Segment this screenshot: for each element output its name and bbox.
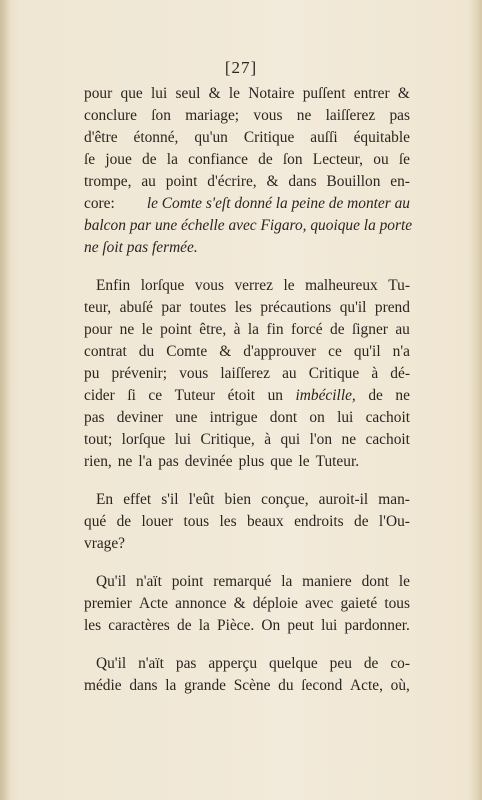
word: que	[120, 85, 143, 102]
text-line	[84, 83, 410, 105]
word: Qu'il	[96, 573, 127, 590]
word: Acte	[138, 595, 169, 612]
word: Enfin	[96, 277, 131, 294]
word: abuſé	[119, 299, 153, 316]
text-line	[84, 237, 410, 259]
word: En	[96, 491, 114, 508]
word: ne	[296, 107, 312, 124]
word: les	[234, 299, 252, 316]
text-line	[84, 341, 410, 363]
word: qu'il	[353, 343, 381, 360]
word: vous	[194, 277, 224, 294]
word: trompe,	[84, 173, 132, 190]
word: étoit	[227, 387, 256, 404]
word: une	[175, 409, 198, 426]
word: core:	[84, 195, 115, 212]
word: pas	[84, 409, 105, 426]
word: Bouillon	[326, 173, 381, 190]
paragraph	[84, 653, 410, 697]
word: point	[171, 573, 204, 590]
text-line	[84, 127, 410, 149]
word: pour	[84, 321, 113, 338]
word: n'aït	[136, 573, 162, 590]
word: endroits	[294, 513, 344, 530]
word: contrat	[84, 343, 127, 360]
word: premier	[84, 595, 132, 612]
word: de	[354, 513, 369, 530]
text-line	[84, 319, 410, 341]
word: forcé	[290, 321, 323, 338]
page-gutter-shadow	[0, 0, 10, 800]
word: prend	[374, 299, 410, 316]
word: &	[397, 85, 410, 102]
word: Pièce.	[217, 617, 255, 634]
word: d'approuver	[243, 343, 317, 360]
word: ſe	[398, 151, 410, 168]
word: l'on	[309, 431, 333, 448]
word: à	[233, 321, 241, 338]
word: ſon	[282, 151, 303, 168]
text-line	[84, 171, 410, 193]
word: de	[177, 617, 192, 634]
word: annonce	[175, 595, 227, 612]
word: ou	[373, 151, 389, 168]
word: fin	[266, 321, 284, 338]
word: remarqué	[213, 573, 272, 590]
word: peu	[329, 655, 352, 672]
word: dé-	[390, 365, 410, 382]
word: Notaire	[248, 85, 295, 102]
word: lui	[151, 85, 168, 102]
word: du	[138, 343, 155, 360]
word: s'il	[161, 491, 179, 508]
text-line	[84, 149, 410, 171]
word: de	[258, 151, 273, 168]
word: dans	[129, 677, 158, 694]
word: verrez	[234, 277, 273, 294]
word: grande	[184, 677, 226, 694]
word: malheureux	[305, 277, 378, 294]
text-line	[84, 511, 410, 533]
word: la	[198, 617, 210, 634]
word: être,	[199, 321, 227, 338]
word: la	[165, 677, 177, 694]
word: l'Ou-	[378, 513, 410, 530]
word: dont	[269, 409, 298, 426]
text-line	[84, 675, 410, 697]
word: Qu'il	[96, 655, 127, 672]
paragraph	[84, 571, 410, 637]
word: le	[398, 573, 410, 590]
word: entrer	[353, 85, 390, 102]
word: d'être	[84, 129, 118, 146]
text-line	[84, 451, 410, 473]
text-line	[84, 215, 413, 237]
word: dans	[288, 173, 317, 190]
word: ce	[148, 387, 163, 404]
word: Tu-	[388, 277, 410, 294]
italic-quote: balcon par une échelle avec Figaro, quoique la porte	[84, 217, 413, 234]
word: vrage?	[84, 535, 126, 552]
word: Acte,	[350, 677, 383, 694]
word: équitable	[353, 129, 410, 146]
body-text	[84, 83, 413, 697]
word: cider	[84, 387, 115, 404]
word: Critique,	[200, 431, 255, 448]
word: d'écrire,	[207, 173, 257, 190]
word: le	[298, 453, 310, 470]
word: la	[281, 573, 293, 590]
word: de	[116, 513, 132, 530]
word: vous	[253, 107, 283, 124]
word: Critique	[243, 129, 295, 146]
text-line	[84, 407, 410, 429]
italic-quote: le Comte s'eſt donné la peine de monter au	[146, 195, 410, 212]
word: qué	[84, 513, 107, 530]
italic-quote: ne ſoit pas fermée.	[84, 239, 198, 256]
word: peut	[287, 617, 314, 634]
word: puſſent	[302, 85, 346, 102]
word: point	[160, 321, 192, 338]
word: du	[278, 677, 294, 694]
word: ne	[117, 453, 133, 470]
word: ne	[341, 431, 357, 448]
text-line	[84, 363, 410, 385]
word: l'eût	[188, 491, 215, 508]
word: au	[282, 365, 297, 382]
word: pas	[389, 107, 410, 124]
word: plus	[238, 453, 265, 470]
word: que	[270, 453, 293, 470]
word: Lecteur,	[312, 151, 364, 168]
word: n'a	[392, 343, 410, 360]
text-line	[84, 297, 410, 319]
word: on	[309, 409, 325, 426]
word: man-	[378, 491, 410, 508]
word: lui	[174, 431, 191, 448]
word: gaieté	[340, 595, 378, 612]
word: louer	[141, 513, 174, 530]
word: Scène	[233, 677, 271, 694]
word: de	[330, 321, 345, 338]
word: le	[283, 277, 295, 294]
word: seul	[175, 85, 201, 102]
word: où,	[390, 677, 410, 694]
word: lorſque	[121, 431, 166, 448]
word: au	[395, 321, 410, 338]
word: lui	[337, 409, 354, 426]
word: devinée	[184, 453, 233, 470]
page-edge-shadow	[468, 0, 482, 800]
word: ſigner	[352, 321, 388, 338]
word: à	[371, 365, 379, 382]
word: auroit-il	[318, 491, 369, 508]
word: apperçu	[208, 655, 258, 672]
word: la	[247, 321, 259, 338]
word: quelque	[269, 655, 318, 672]
word: toutes	[189, 299, 227, 316]
word: médie	[84, 677, 122, 694]
word: par	[161, 299, 182, 316]
word: laiſſerez	[325, 107, 376, 124]
word: qu'il	[339, 299, 367, 316]
word: ſecond	[301, 677, 343, 694]
word: rien,	[84, 453, 112, 470]
word: déploie	[252, 595, 298, 612]
word: &	[233, 595, 246, 612]
text-line	[84, 615, 410, 637]
paragraph	[84, 83, 413, 259]
word: confiance	[188, 151, 248, 168]
word: un	[267, 387, 283, 404]
word: qui	[280, 431, 301, 448]
word: beaux	[246, 513, 284, 530]
word: pour	[84, 85, 113, 102]
word: précautions	[260, 299, 332, 316]
word: ſon	[151, 107, 171, 124]
paragraph	[84, 275, 410, 473]
word: le	[228, 85, 240, 102]
word: Critique	[308, 365, 360, 382]
word: Comte	[166, 343, 208, 360]
word: &	[219, 343, 232, 360]
word: teur,	[84, 299, 112, 316]
word: ſe	[84, 151, 96, 168]
word: &	[266, 173, 279, 190]
word: conçue,	[261, 491, 309, 508]
text-line	[84, 385, 410, 407]
word: ce	[328, 343, 342, 360]
word: point	[165, 173, 198, 190]
page-number: [27]	[224, 58, 258, 77]
word: ne	[119, 321, 135, 338]
word: tous	[183, 513, 210, 530]
word: avec	[305, 595, 334, 612]
word: auſſi	[310, 129, 338, 146]
word: pardonner.	[344, 617, 410, 634]
word: vous	[179, 365, 209, 382]
word: pu	[84, 365, 100, 382]
word: &	[208, 85, 221, 102]
word: maniere	[302, 573, 352, 590]
text-line	[84, 275, 410, 297]
word: intrigue	[209, 409, 258, 426]
italic-word: imbécille,	[295, 387, 356, 404]
word: tous	[384, 595, 410, 612]
word: cachoit	[365, 409, 410, 426]
word: ſi	[127, 387, 136, 404]
text-line	[84, 571, 410, 593]
word: caractères	[108, 617, 170, 634]
text-line	[84, 533, 410, 555]
text-line	[84, 593, 410, 615]
word: ne	[395, 387, 410, 404]
text-line	[84, 489, 410, 511]
paragraph	[84, 489, 410, 555]
word: lui	[321, 617, 338, 634]
word: tout;	[84, 431, 113, 448]
word: au	[141, 173, 156, 190]
word: de	[363, 655, 379, 672]
word: mariage;	[185, 107, 240, 124]
text-line	[84, 193, 410, 215]
word: prévenir;	[111, 365, 168, 382]
word: de	[368, 387, 383, 404]
word: de	[142, 151, 157, 168]
word: Tuteur	[174, 387, 216, 404]
text-line	[84, 429, 410, 451]
word: n'aït	[138, 655, 164, 672]
word: bien	[224, 491, 252, 508]
word: laiſſerez	[220, 365, 270, 382]
word: conclure	[84, 107, 137, 124]
word: dont	[361, 573, 389, 590]
word: co-	[390, 655, 410, 672]
word: le	[141, 321, 153, 338]
word: pas	[175, 655, 197, 672]
word: en-	[390, 173, 410, 190]
word: les	[84, 617, 102, 634]
word: effet	[123, 491, 152, 508]
word: joue	[105, 151, 132, 168]
word: On	[261, 617, 281, 634]
word: deviner	[116, 409, 163, 426]
word: les	[219, 513, 237, 530]
text-line	[84, 105, 410, 127]
word: l'a	[138, 453, 153, 470]
word: lorſque	[140, 277, 185, 294]
word: cachoit	[365, 431, 410, 448]
word: Tuteur.	[315, 453, 360, 470]
word: étonné,	[133, 129, 179, 146]
word: à	[264, 431, 272, 448]
text-line	[84, 653, 410, 675]
word: pas	[158, 453, 179, 470]
word: qu'un	[194, 129, 228, 146]
word: la	[166, 151, 178, 168]
